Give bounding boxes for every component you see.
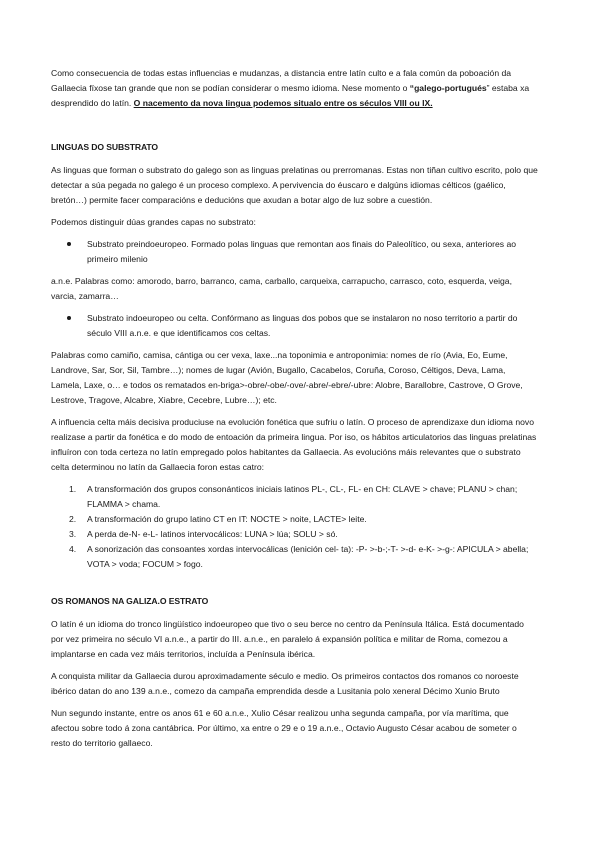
numbered-list	[51, 482, 538, 572]
intro-bold-term: “galego-portugués	[409, 83, 487, 93]
bullet-list	[51, 237, 538, 267]
list-item-text: A sonorización das consoantes xordas intervocálicas (lenición cel- ta): -P- >-b-;-T- >-d- e-K- >-g-: APICULA > abella; VOTA > voda; FOCUM > fogo.	[87, 544, 529, 569]
list-item-text: Substrato preindoeuropeo. Formado polas linguas que remontan aos finais do Paleolítico, ou sexa, anteriores ao primeiro milenio	[87, 239, 516, 264]
list-item-text: A transformación do grupo latino CT en IT: NOCTE > noite, LACTE> leite.	[87, 514, 367, 524]
bullet-list	[51, 311, 538, 341]
paragraph: As linguas que forman o substrato do galego son as linguas prelatinas ou prerromanas. Estas non tiñan cultivo escrito, polo que detectar a súa pegada no galego é un proceso complexo. A pervivencia do éuscaro e dalgúns idiomas célticos (gaélico, bretón…) permite facer comparacións e deducións que axudan a botar algo de luz sobre a cuestión.	[51, 165, 538, 205]
paragraph: A conquista militar da Gallaecia durou aproximadamente século e medio. Os primeiros contactos dos romanos co noroeste ibérico datan do ano 139 a.n.e., comezo da campaña emprendida desde a Lusitania polo xeneral Décimo Xunio Bruto	[51, 671, 519, 696]
paragraph: O latín é un idioma do tronco lingüístico indoeuropeo que tivo o seu berce no centro da Península Itálica. Está documentado por vez primeira no século VI a.n.e., a partir do III. a.n.e., en paralelo á expansión política e militar de Roma, comezou a implantarse en cada vez máis territorios, incluída a Península ibérica.	[51, 619, 524, 659]
paragraph: a.n.e. Palabras como: amorodo, barro, barranco, cama, carballo, carqueixa, carrapucho, carrasco, coto, esquerda, veiga, varcia, zamarra…	[51, 276, 512, 301]
list-item	[51, 237, 538, 267]
intro-text-middle: ” estaba xa desprendido do latín.	[51, 83, 530, 108]
list-item	[51, 512, 538, 527]
list-item	[51, 542, 538, 572]
list-item	[51, 527, 538, 542]
list-number: 1.	[69, 484, 77, 494]
intro-paragraph	[51, 66, 538, 111]
bullet-icon	[67, 242, 71, 246]
list-item	[51, 311, 538, 341]
list-item	[51, 482, 538, 512]
list-number: 2.	[69, 514, 77, 524]
paragraph: Nun segundo instante, entre os anos 61 e 60 a.n.e., Xulio César realizou unha segunda campaña, por vía marítima, que afectou sobre todo á zona cantábrica. Por último, xa entre o 29 e o 19 a.n.e., Octavio Augusto César acabou de someter o resto do territorio gallaeco.	[51, 708, 517, 748]
intro-text: Como consecuencia de todas estas influencias e mudanzas, a distancia entre latín culto e a fala común da poboación da Gallaecia fíxose tan grande que non se podían considerar o mesmo idioma. Nese momento o	[51, 68, 512, 93]
intro-underlined-sentence: O nacemento da nova lingua podemos situalo entre os séculos VIII ou IX.	[133, 98, 433, 108]
list-item-text: A perda de-N- e-L- latinos intervocálicos: LUNA > lúa; SOLU > só.	[87, 529, 338, 539]
bullet-icon	[67, 316, 71, 320]
paragraph: Palabras como camiño, camisa, cántiga ou cer vexa, laxe...na toponimia e antroponimia: nomes de río (Avia, Eo, Eume, Landrove, Sar, Sor, Sil, Tambre…); nomes de lugar (Avión, Bugallo, Cacabelos, Coruña, Coroso, Céltigos, Deva, Lama, Lamela, Laxe, o… e todos os rematados en-briga>-obre/-obe/-ove/-abre/-ebre/-ubre: Alobre, Barallobre, Castrove, O Grove, Lestrove, Tragove, Alcabre, Xiabre, Cecebre, Lubre…); etc.	[51, 350, 523, 405]
paragraph: A influencia celta máis decisiva produciuse na evolución fonética que sufriu o latín. O proceso de aprendizaxe dun idioma novo realizase a partir da fonética e do modo de entoación da primeira lingua. Por iso, os hábitos articulatorios das linguas prelatinas influíron con toda certeza no latín empregado polos habitantes da Gallaecia. As evolucións máis relevantes que o substrato celta determinou no latín da Gallaecia foron estas catro:	[51, 417, 537, 472]
section-heading-substrato: LINGUAS DO SUBSTRATO	[51, 142, 159, 152]
list-number: 3.	[69, 529, 77, 539]
paragraph: Podemos distinguir dúas grandes capas no substrato:	[51, 217, 256, 227]
list-number: 4.	[69, 544, 77, 554]
list-item-text: Substrato indoeuropeo ou celta. Confórmano as linguas dos pobos que se instalaron no noso territorio a partir do século VIII a.n.e. e que identificamos cos celtas.	[87, 313, 518, 338]
section-heading-romanos: OS ROMANOS NA GALIZA.O ESTRATO	[51, 596, 209, 606]
list-item-text: A transformación dos grupos consonánticos iniciais latinos PL-, CL-, FL- en CH: CLAVE > chave; PLANU > chan; FLAMMA > chama.	[87, 484, 518, 509]
